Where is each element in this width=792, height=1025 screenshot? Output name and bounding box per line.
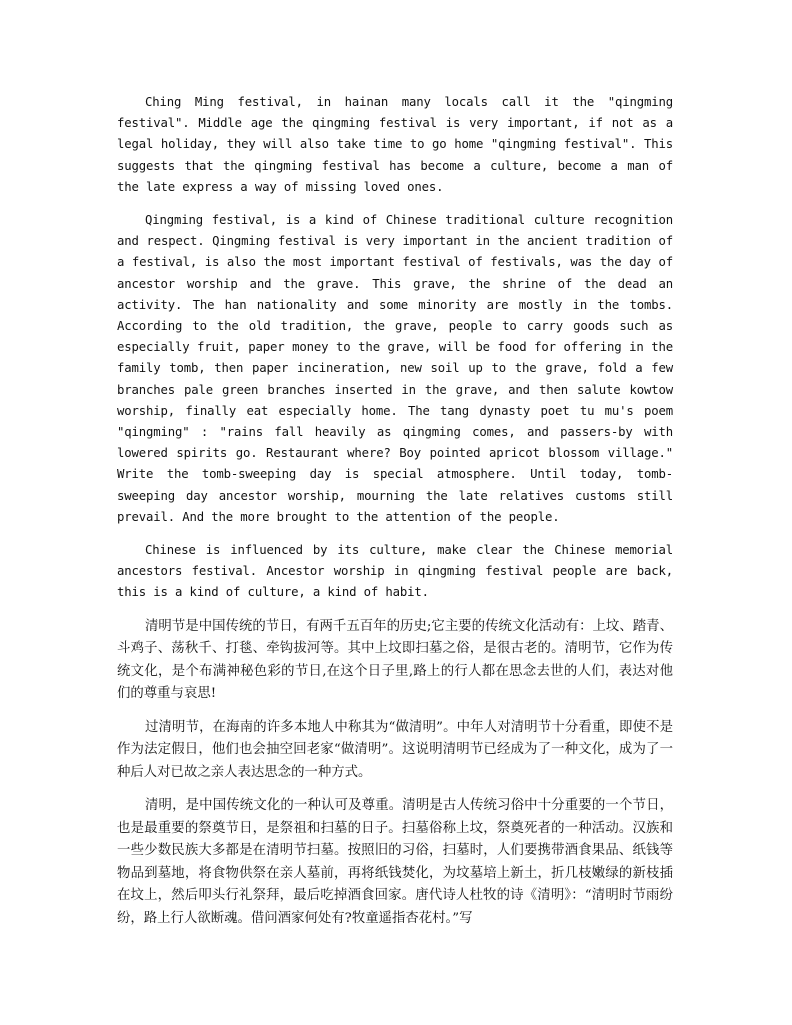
paragraph-zh-1: 清明节是中国传统的节日，有两千五百年的历史;它主要的传统文化活动有：上坟、踏青、斗鸡子、荡秋千、打毯、牵钩拔河等。其中上坟即扫墓之俗，是很古老的。清明节，它作为传统文化，是个布满神秘色彩的节日,在这个日子里,路上的行人都在思念去世的人们，表达对他们的尊重与哀思! bbox=[117, 618, 673, 702]
paragraph-en-2: Qingming festival, is a kind of Chinese traditional culture recognition and respect. Qingming festival is very important in the ancient tradition of a festival, is also the most important festival of festivals, was the day of ancestor worship and the grave. This grave, the shrine of the dead an activity. The han nationality and some minority are mostly in the tombs. According to the old tradition, the grave, people to carry goods such as especially fruit, paper money to the grave, will be food for offering in the family tomb, then paper incineration, new soil up to the grave, fold a few branches pale green branches inserted in the grave, and then salute kowtow worship, finally eat especially home. The tang dynasty poet tu mu's poem "qingming" : "rains fall heavily as qingming comes, and passers-by with lowered spirits go. Restaurant where? Boy pointed apricot blossom village." Write the tomb-sweeping day is special atmosphere. Until today, tomb-sweeping day ancestor worship, mourning the late relatives customs still prevail. And the more brought to the attention of the people. bbox=[117, 213, 673, 524]
document-page bbox=[117, 92, 673, 941]
paragraph-zh-2: 过清明节，在海南的许多本地人中称其为“做清明”。中年人对清明节十分看重，即使不是作为法定假日，他们也会抽空回老家“做清明”。这说明清明节已经成为了一种文化，成为了一种后人对已故之亲人表达思念的一种方式。 bbox=[117, 719, 673, 780]
paragraph-zh-3: 清明，是中国传统文化的一种认可及尊重。清明是古人传统习俗中十分重要的一个节日，也是最重要的祭奠节日，是祭祖和扫墓的日子。扫墓俗称上坟，祭奠死者的一种活动。汉族和一些少数民族大多都是在清明节扫墓。按照旧的习俗，扫墓时，人们要携带酒食果品、纸钱等物品到墓地，将食物供祭在亲人墓前，再将纸钱焚化，为坟墓培上新土，折几枝嫩绿的新枝插在坟上，然后叩头行礼祭拜，最后吃掉酒食回家。唐代诗人杜牧的诗《清明》：“清明时节雨纷纷，路上行人欲断魂。借问酒家何处有?牧童遥指杏花村。”写 bbox=[117, 798, 673, 926]
paragraph-en-3: Chinese is influenced by its culture, make clear the Chinese memorial ancestors festival. Ancestor worship in qingming festival people are back, this is a kind of culture, a kind of habit. bbox=[117, 543, 673, 600]
paragraph-en-1: Ching Ming festival, in hainan many locals call it the "qingming festival". Middle age the qingming festival is very important, if not as a legal holiday, they will also take time to go home "qingming festival". This suggests that the qingming festival has become a culture, become a man of the late express a way of missing loved ones. bbox=[117, 95, 673, 194]
